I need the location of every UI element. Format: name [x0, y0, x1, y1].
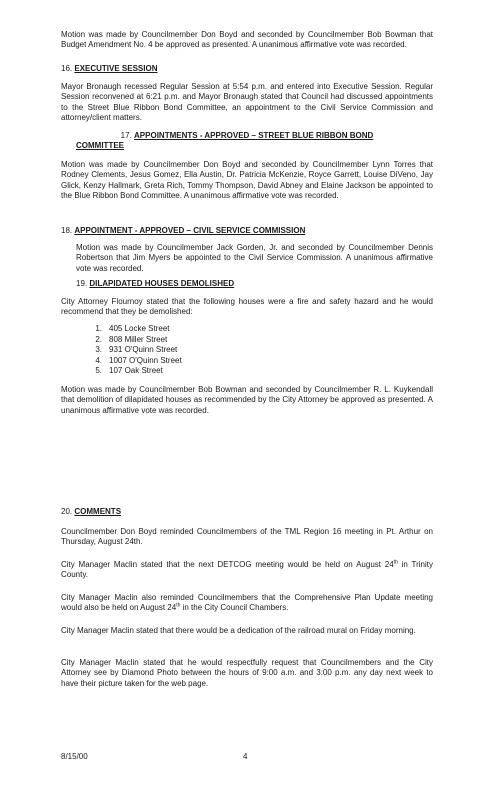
section-18-heading [61, 226, 305, 236]
section-18-body: Motion was made by Councilmember Jack Gorden, Jr. and seconded by Councilmember Dennis Robertson that Jim Myers be appointed to the Civil Service Commission. A unanimous affirmative vote was recorded. [76, 243, 433, 273]
section-19-title: DILAPIDATED HOUSES DEMOLISHED [89, 279, 235, 288]
section-16-heading [61, 64, 158, 74]
section-19-number: 19. [76, 279, 88, 288]
house-address: 405 Locke Street [109, 324, 170, 333]
comment-paragraph: City Manager Maclin stated that he would respectfully request that Councilmembers and the City Attorney see by Diamond Photo between the hours of 9:00 a.m. and 3:00 p.m. any day next week to have their picture taken for the web page. [61, 658, 433, 688]
section-19-heading [76, 279, 234, 289]
comment-paragraph: City Manager Maclin also reminded Councilmembers that the Comprehensive Plan Update meeting would also be held on August 24th in the City Council Chambers. [61, 593, 433, 613]
comment-paragraph: City Manager Maclin stated that there would be a dedication of the railroad mural on Friday morning. [61, 626, 416, 635]
section-16-body: Mayor Bronaugh recessed Regular Session at 5:54 p.m. and entered into Executive Session. Regular Session reconvened at 6:21 p.m. and Mayor Bronaugh stated that Council had discussed appointments to the Street Blue Ribbon Bond Committee, an appointment to the Civil Service Commission and attorney/client matters. [61, 82, 433, 123]
section-19-body: City Attorney Flournoy stated that the following houses were a fire and safety hazard and he would recommend that they be demolished: [61, 297, 433, 317]
footer-page-number: 4 [243, 752, 248, 761]
list-item: 5. 107 Oak Street [95, 366, 163, 376]
section-19-motion: Motion was made by Councilmember Bob Bowman and seconded by Councilmember R. L. Kuykendall that demolition of dilapidated houses as recommended by the City Attorney be approved as presented. A unanimous affirmative vote was recorded. [61, 385, 433, 415]
list-item: 2. 808 Miller Street [95, 334, 168, 344]
comment-paragraph: City Manager Maclin stated that the next DETCOG meeting would be held on August 24th in Trinity County. [61, 559, 433, 580]
footer-date: 8/15/00 [61, 752, 88, 761]
section-17-title-line2: COMMITTEE [76, 141, 124, 150]
section-17-number: 17. [120, 131, 132, 140]
section-16-title: EXECUTIVE SESSION [74, 64, 158, 73]
section-17-heading-line2 [76, 141, 124, 151]
list-item: 4. 1007 O'Quinn Street [95, 355, 182, 365]
section-18-number: 18. [61, 226, 73, 235]
house-address: 107 Oak Street [109, 366, 163, 376]
section-17-body: Motion was made by Councilmember Don Boyd and seconded by Councilmember Lynn Torres that Rodney Clements, Jesus Gomez, Ella Austin, Dr. Patricia McKenzie, Royce Garrett, Louise DiVeno, Jay Glick, Kenzy Hallmark, Greta Rich, Tommy Thompson, David Abney and Elaine Jackson be appointed to the Blue Ribbon Bond Committee. A unanimous affirmative vote was recorded. [61, 160, 433, 201]
section-17-title-line1: APPOINTMENTS - APPROVED – STREET BLUE RIBBON BOND [134, 131, 374, 140]
comment-paragraph: Councilmember Don Boyd reminded Councilmembers of the TML Region 16 meeting in Pt. Arthur on Thursday, August 24th. [61, 527, 433, 547]
section-20-number: 20. [61, 507, 73, 516]
section-17-heading [61, 131, 433, 141]
house-address: 931 O'Quinn Street [109, 345, 178, 355]
intro-paragraph: Motion was made by Councilmember Don Boyd and seconded by Councilmember Bob Bowman that Budget Amendment No. 4 be approved as presented. A unanimous affirmative vote was recorded. [61, 30, 433, 50]
house-address: 1007 O'Quinn Street [109, 355, 182, 365]
section-18-title: APPOINTMENT - APPROVED – CIVIL SERVICE COMMISSION [74, 226, 306, 235]
house-address: 808 Miller Street [109, 334, 168, 344]
section-16-number: 16. [61, 64, 73, 73]
section-20-title: COMMENTS [74, 507, 122, 516]
section-20-heading [61, 507, 121, 517]
list-item: 3. 931 O'Quinn Street [95, 345, 178, 355]
list-item: 1. 405 Locke Street [95, 324, 170, 333]
house-list [92, 324, 182, 377]
